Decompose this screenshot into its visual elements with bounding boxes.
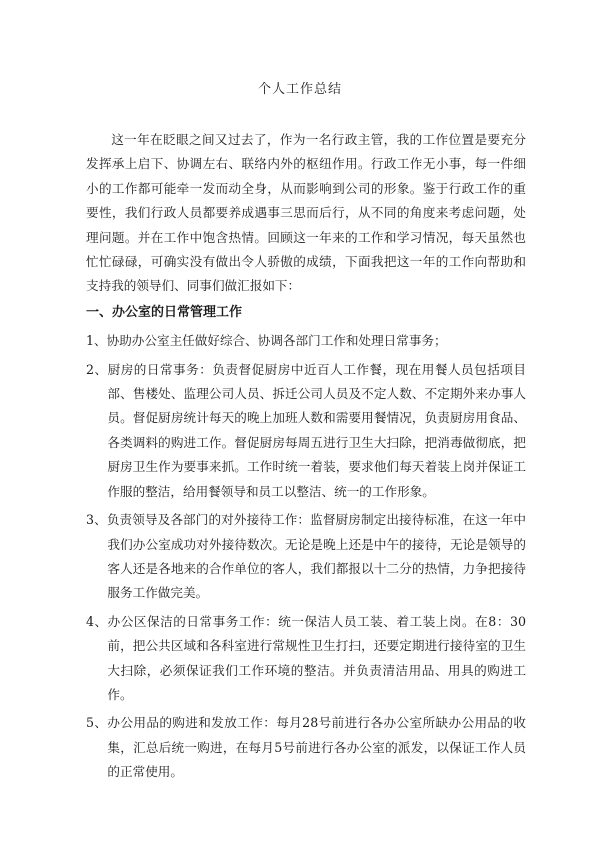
list-item: 1、协助办公室主任做好综合、协调各部门工作和处理日常事务； <box>86 333 447 349</box>
intro-paragraph: 这一年在眨眼之间又过去了，作为一名行政主管，我的工作位置是要充分发挥承上启下、协调左右、联络内外的枢纽作用。行政工作无小事，每一件细小的工作都可能牵一发而动全身，从而影响到公司的形象。鉴于行政工作的重要性，我们行政人员都要养成遇事三思而后行，从不同的角度来考虑问题，处理问题。并在工作中饱含热情。回顾这一年来的工作和学习情况，每天虽然也忙忙碌碌，可确实没有做出令人骄傲的成绩，下面我把这一年的工作向帮助和支持我的领导们、同事们做汇报如下： <box>86 132 526 294</box>
list-item: 3、负责领导及各部门的对外接待工作：监督厨房制定出接待标准，在这一年中我们办公室成功对外接待数次。无论是晚上还是中午的接待，无论是领导的客人还是各地来的合作单位的客人，我们都报以十二分的热情，力争把接待服务工作做完美。 <box>86 512 526 601</box>
document-title: 个人工作总结 <box>257 82 342 97</box>
section-heading: 一、办公室的日常管理工作 <box>86 304 243 320</box>
list-item: 5、办公用品的购进和发放工作：每月28号前进行各办公室所缺办公用品的收集，汇总后统一购进，在每月5号前进行各办公室的派发，以保证工作人员的正常使用。 <box>86 715 526 780</box>
list-item: 2、厨房的日常事务：负责督促厨房中近百人工作餐，现在用餐人员包括项目部、售楼处、监理公司人员、拆迁公司人员及不定人数、不定期外来办事人员。督促厨房统计每天的晚上加班人数和需要用餐情况，负责厨房用食品、各类调料的购进工作。督促厨房每周五进行卫生大扫除，把消毒做彻底，把厨房卫生作为要事来抓。工作时统一着装，要求他们每天着装上岗并保证工作服的整洁，给用餐领导和员工以整洁、统一的工作形象。 <box>86 361 526 499</box>
list-item: 4、办公区保洁的日常事务工作：统一保洁人员工装、着工装上岗。在8：30前，把公共区域和各科室进行常规性卫生打扫，还要定期进行接待室的卫生大扫除，必须保证我们工作环境的整洁。并负责清洁用品、用具的购进工作。 <box>86 613 526 702</box>
document-body <box>86 128 526 785</box>
